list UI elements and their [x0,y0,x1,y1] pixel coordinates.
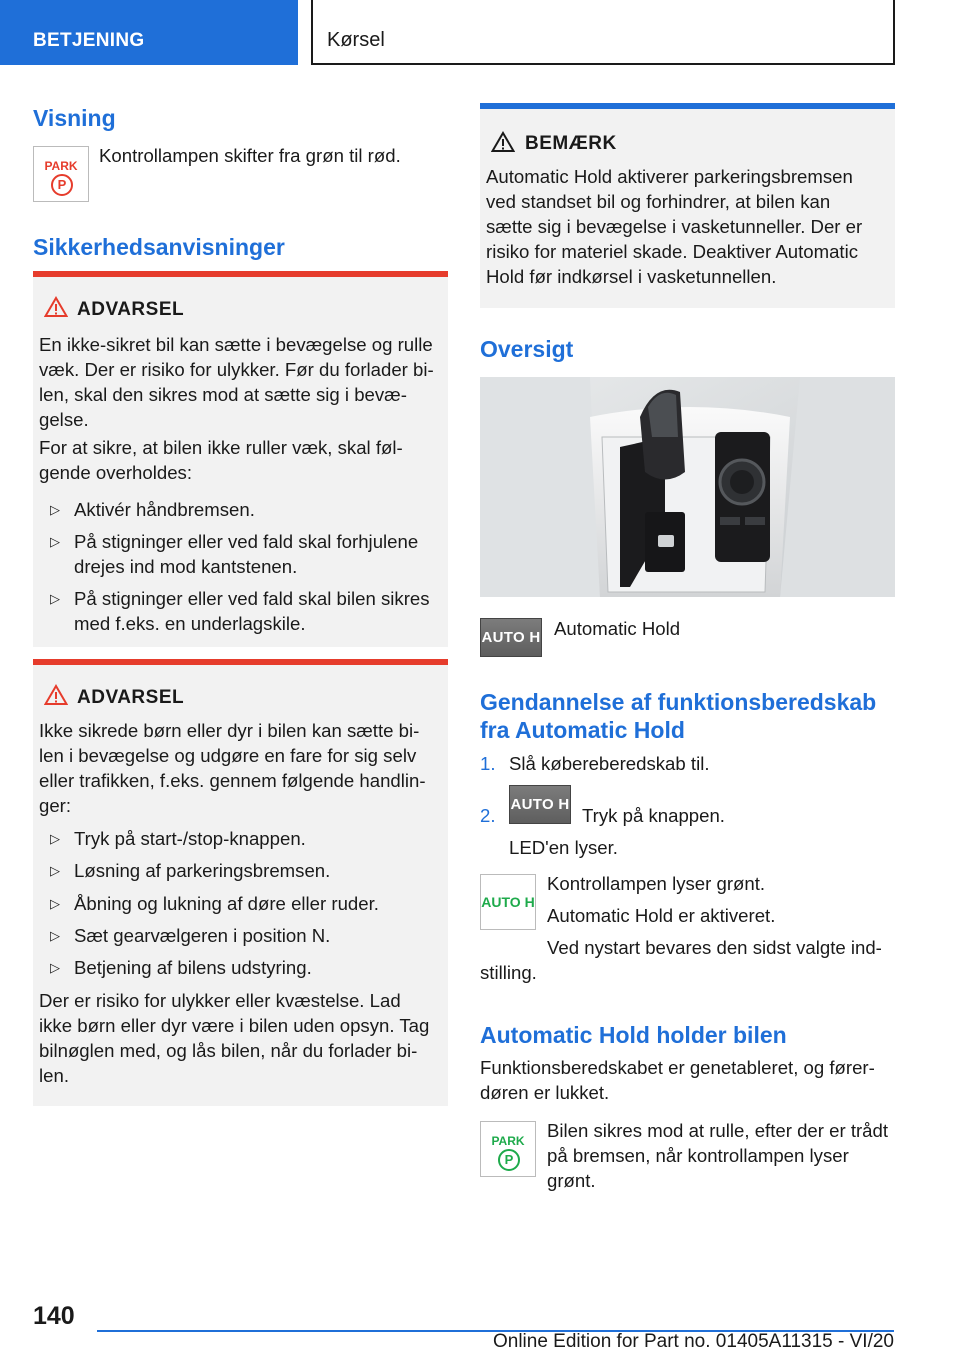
warning1-intro: For at sikre, at bilen ikke ruller væk, skal føl- [39,437,403,458]
warning1-bullet: På stigninger eller ved fald skal bilen sikres [74,588,430,609]
warning-triangle-icon [44,296,68,318]
notice-line: risiko for materiel skade. Deaktiver Automatic [486,241,859,262]
warning2-line: len i bevægelse og udgøre en fare for sig selv [39,745,417,766]
step-number: 2. [480,805,496,826]
restore-heading: fra Automatic Hold [480,717,685,743]
notice-line: ved standset bil og forhindrer, at bilen kan [486,191,831,212]
auto-hold-caption: Automatic Hold [554,618,681,639]
park-label: PARK [491,1134,525,1148]
edition-text: Online Edition for Part no. 01405A11315 - VI/20 [492,1331,894,1352]
warning1-title: ADVARSEL [77,299,185,320]
section-tab [0,0,298,65]
warning1-line: En ikke-sikret bil kan sætte i bevægelse og rulle [39,334,433,355]
warning2-bullet: Løsning af parkeringsbremsen. [74,860,331,881]
notice-line: sætte sig i bevægelse i vasketunneller. Der er [486,216,863,237]
indicator-wrap: stilling. [480,962,537,983]
warning1-bullet: Aktivér håndbremsen. [74,499,255,520]
park-symbol: P [498,1149,520,1171]
notice-line: Automatic Hold aktiverer parkeringsbremsen [486,166,853,187]
warning-triangle-icon [44,684,68,706]
holds-icon-line: grønt. [547,1170,596,1191]
auto-hold-button-label: AUTO H [510,796,570,813]
notice-title: BEMÆRK [525,133,617,154]
chapter-label: Kørsel [327,29,385,51]
holds-line: døren er lukket. [480,1082,610,1103]
auto-hold-indicator-label: AUTO H [481,894,535,910]
visning-text: Kontrollampen skifter fra grøn til rød. [99,145,401,166]
auto-hold-button-inline [509,785,571,824]
bullet-marker: ▷ [50,831,60,846]
auto-hold-indicator-icon [480,874,536,930]
warning2-bullet: Sæt gearvælgeren i position N. [74,925,331,946]
warning1-line: gelse. [39,409,89,430]
park-green-icon [480,1121,536,1177]
section-label: BETJENING [33,30,145,51]
bullet-marker: ▷ [50,591,60,606]
indicator-line: Ved nystart bevares den sidst valgte ind- [547,937,882,958]
bullet-marker: ▷ [50,502,60,517]
visning-heading: Visning [33,105,116,131]
warning2-line: Ikke sikrede børn eller dyr i bilen kan sætte bi- [39,720,420,741]
warning2-bullet: Betjening af bilens udstyring. [74,957,312,978]
warning2-outro: ikke børn eller dyr være i bilen uden opsyn. Tag [39,1015,430,1036]
park-symbol: P [51,174,73,196]
auto-hold-button-label: AUTO H [481,629,541,646]
holds-heading: Automatic Hold holder bilen [480,1022,787,1048]
warning2-line: ger: [39,795,72,816]
chapter-box [311,0,895,65]
warning1-intro: gende overholdes: [39,462,192,483]
park-label: PARK [44,159,78,173]
warning1-bullet: drejes ind mod kantstenen. [74,556,298,577]
warning2-line: eller trafikken, f.eks. gennem følgende handlin- [39,770,426,791]
step-text: Tryk på knappen. [582,805,725,826]
holds-icon-line: Bilen sikres mod at rulle, efter der er trådt [547,1120,889,1141]
bullet-marker: ▷ [50,928,60,943]
page-number: 140 [33,1302,75,1330]
indicator-line: Kontrollampen lyser grønt. [547,873,766,894]
safety-heading: Sikkerhedsanvisninger [33,234,285,260]
warning2-bullet: Tryk på start-/stop-knappen. [74,828,306,849]
warning2-outro: Der er risiko for ulykker eller kvæstelse. Lad [39,990,401,1011]
warning1-bullet: med f.eks. en underlagskile. [74,613,306,634]
indicator-line: Automatic Hold er aktiveret. [547,905,776,926]
warning2-bullet: Åbning og lukning af døre eller ruder. [74,893,379,914]
auto-hold-button [480,618,542,657]
warning2-outro: bilnøglen med, og lås bilen, når du forlader bi- [39,1040,418,1061]
bullet-marker: ▷ [50,896,60,911]
holds-line: Funktionsberedskabet er genetableret, og fører- [480,1057,875,1078]
bullet-marker: ▷ [50,960,60,975]
bullet-marker: ▷ [50,534,60,549]
bullet-marker: ▷ [50,863,60,878]
warning2-outro: len. [39,1065,69,1086]
warning1-bullet: På stigninger eller ved fald skal forhjulene [74,531,419,552]
oversigt-heading: Oversigt [480,336,574,362]
restore-heading: Gendannelse af funktionsberedskab [480,689,877,715]
warning1-line: væk. Der er risiko for ulykker. Før du forlader bi- [39,359,434,380]
led-text: LED'en lyser. [509,837,618,858]
step-text: Slå købereberedskab til. [509,753,710,774]
holds-icon-line: på bremsen, når kontrollampen lyser [547,1145,849,1166]
notice-triangle-icon [491,131,515,153]
step-number: 1. [480,753,496,774]
warning1-line: len, skal den sikres mod at sætte sig i bevæ- [39,384,407,405]
center-console-image [480,377,895,597]
warning2-title: ADVARSEL [77,687,185,708]
notice-line: Hold før indkørsel i vasketunnellen. [486,266,777,287]
park-red-icon [33,146,89,202]
